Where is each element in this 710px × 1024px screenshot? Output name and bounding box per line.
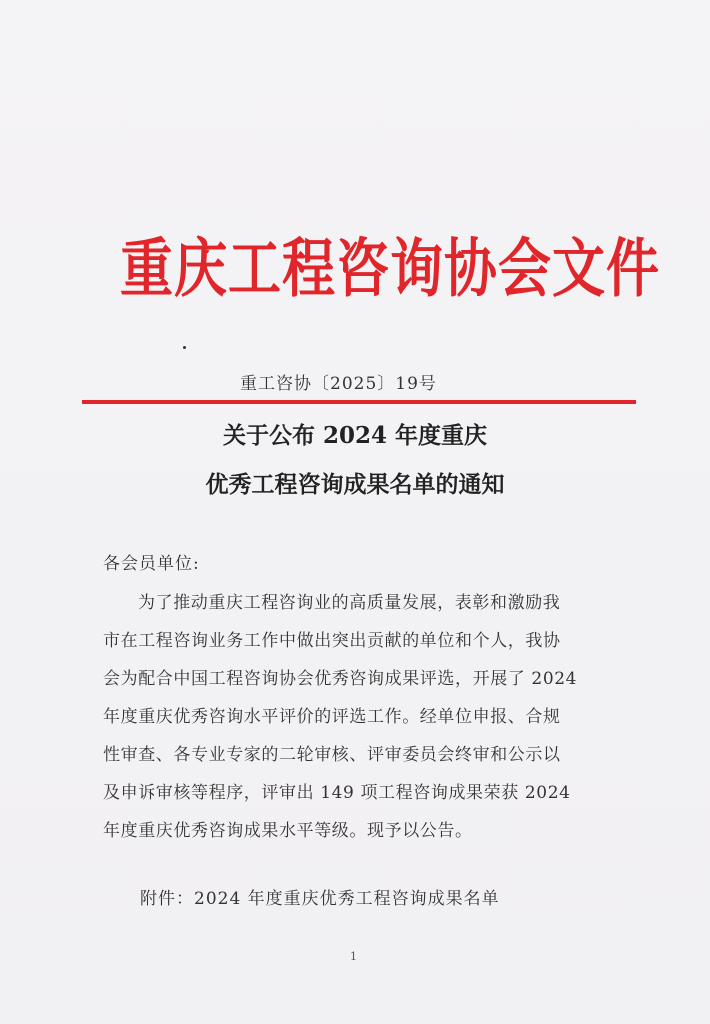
- paper-speck: [183, 346, 186, 349]
- body-paragraph-line: 会为配合中国工程咨询协会优秀咨询成果评选，开展了 2024: [103, 669, 578, 689]
- document-number: 重工咨协〔2025〕19号: [240, 374, 437, 394]
- salutation: 各会员单位:: [103, 554, 200, 574]
- attachment-line: 附件：2024 年度重庆优秀工程咨询成果名单: [140, 889, 500, 909]
- body-paragraph-line: 及申诉审核等程序，评审出 149 项工程咨询成果荣获 2024: [103, 783, 571, 803]
- body-paragraph-line: 为了推动重庆工程咨询业的高质量发展，表彰和激励我: [138, 593, 561, 613]
- body-paragraph-line: 年度重庆优秀咨询成果水平等级。现予以公告。: [103, 821, 473, 841]
- body-paragraph-line: 市在工程咨询业务工作中做出突出贡献的单位和个人，我协: [103, 631, 561, 651]
- body-paragraph-line: 性审查、各专业专家的二轮审核、评审委员会终审和公示以: [103, 745, 561, 765]
- subject-title-line-1: 关于公布 2024 年度重庆: [222, 422, 488, 449]
- red-separator-rule: [82, 400, 636, 404]
- body-paragraph-line: 年度重庆优秀咨询水平评价的评选工作。经单位申报、合规: [103, 707, 561, 727]
- issuer-header-title: 重庆工程咨询协会文件: [120, 232, 660, 306]
- subject-title-line-2: 优秀工程咨询成果名单的通知: [205, 471, 505, 498]
- page-number: 1: [350, 950, 357, 963]
